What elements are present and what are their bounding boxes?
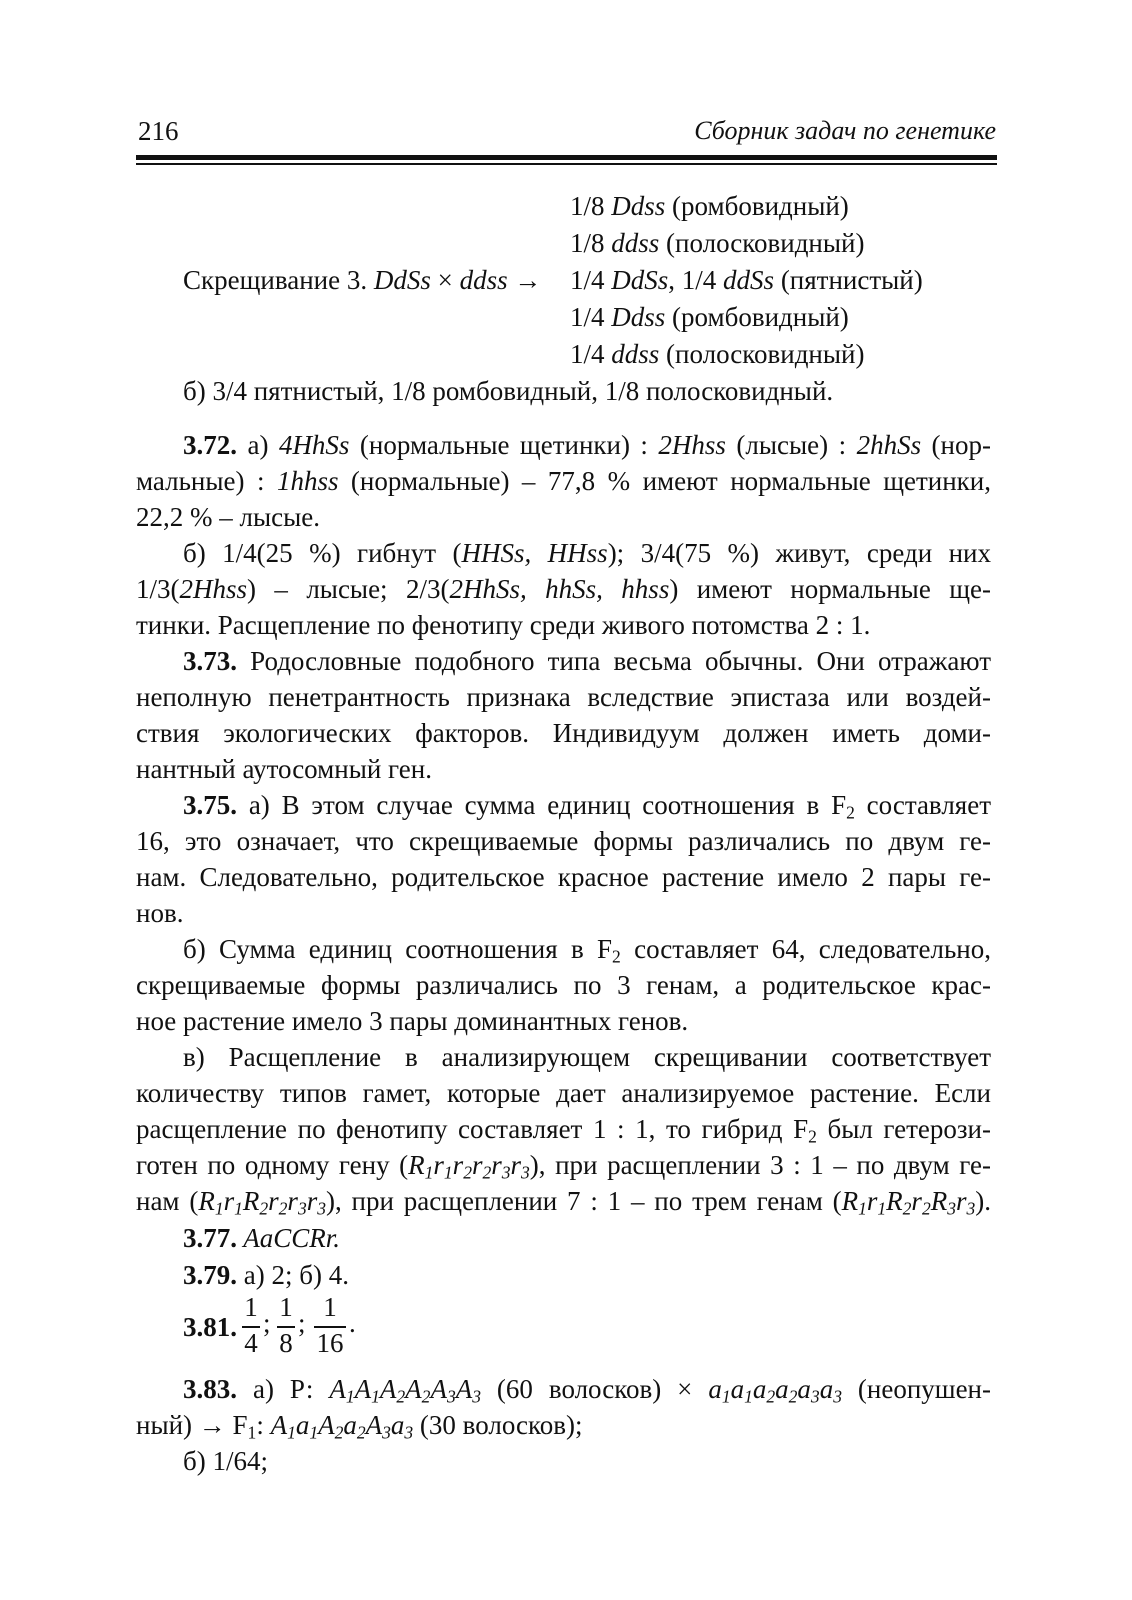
p375-c-line-1: в) Расщепление в анализирующем скрещивании соответствует [183, 1042, 991, 1072]
p375-c-line-3: расщепление по фенотипу составляет 1 : 1, то гибрид $F_2$ был гетерози- [136, 1114, 991, 1147]
p373-line-2: неполную пенетрантность признака вследствие эпистаза или воздей- [136, 682, 991, 712]
cross3-row-3: 1/4 DdSs, 1/4 ddSs (пятнистый) [570, 265, 923, 295]
p375-c-line-4: готен по одному гену $(R_1r_1r_2r_2r_3r_3)$, при расщеплении 3 : 1 – по двум ге- [136, 1150, 991, 1183]
p383-line-2: $ный) \to F_1$: $A_1a_1A_2a_2A_3a_3$ (30 волосков); [136, 1410, 583, 1443]
p372-line-5: 1/3(2Hhss) – лысые; 2/3(2HhSs, hhSs, hhss) имеют нормальные ще- [136, 574, 991, 604]
p375-c-line-5: нам $(R_1r_1R_2r_2r_3r_3)$, при расщеплении 7 : 1 – по трем генам $(R_1r_1R_2r_2R_3r_3)$. [136, 1186, 991, 1219]
page-number: 216 [138, 116, 179, 146]
p375-b-line-3: ное растение имело 3 пары доминантных генов. [136, 1006, 689, 1036]
p373-line-1: 3.73. Родословные подобного типа весьма обычны. Они отражают [183, 646, 991, 676]
p372-line-3: 22,2 % – лысые. [136, 502, 320, 532]
p379-line: 3.79. а) 2; б) 4. [183, 1260, 349, 1290]
header-rule-thin [136, 163, 997, 165]
p375-line-1: 3.75. а) В этом случае сумма единиц соотношения в $F_2$ составляет [183, 790, 991, 823]
cross3-row-2: 1/8 ddss (полосковидный) [570, 228, 865, 258]
fraction-separator: ; [298, 1308, 306, 1338]
running-title: Сборник задач по генетике [694, 116, 996, 145]
p375-line-4: нов. [136, 898, 184, 928]
fraction-end-period: . [349, 1308, 356, 1338]
p375-line-2: 16, это означает, что скрещиваемые формы различались по двум ге- [136, 826, 991, 856]
p375-line-3: нам. Следовательно, родительское красное растение имело 2 пары ге- [136, 862, 991, 892]
p383-line-1: 3.83. а) Р: $A_1A_1A_2A_2A_3A_3$ (60 волосков) × $a_1a_1a_2a_2a_3a_3$ (неопушен- [183, 1374, 992, 1407]
p372-line-6: тинки. Расщепление по фенотипу среди живого потомства 2 : 1. [136, 610, 871, 640]
p373-line-4: нантный аутосомный ген. [136, 754, 432, 784]
p377-line: 3.77. AaCCRr. [183, 1223, 341, 1253]
p373-line-3: ствия экологических факторов. Индивидуум должен иметь доми- [136, 718, 991, 748]
p372-line-2: мальные) : 1hhss (нормальные) – 77,8 % имеют нормальные щетинки, [136, 466, 991, 496]
p375-c-line-2: количеству типов гамет, которые дает анализируемое растение. Если [136, 1078, 991, 1108]
p383-line-3: б) 1/64; [183, 1446, 268, 1476]
cross3-row-5: 1/4 ddss (полосковидный) [570, 339, 865, 369]
p375-b-line-1: б) Сумма единиц соотношения в $F_2$ составляет 64, следовательно, [183, 934, 992, 967]
p381-number: 3.81. [183, 1312, 237, 1342]
cross3-formula: Скрещивание 3. DdSs × ddss → [183, 265, 542, 295]
p375-b-line-2: скрещиваемые формы различались по 3 генам, а родительское крас- [136, 970, 991, 1000]
p372-line-4: б) 1/4(25 %) гибнут (HHSs, HHss); 3/4(75 %) живут, среди них [183, 538, 991, 568]
fraction-separator: ; [263, 1308, 271, 1338]
p372-line-1: 3.72. а) 4HhSs (нормальные щетинки) : 2Hhss (лысые) : 2hhSs (нор- [183, 430, 991, 460]
cross3-row-1: 1/8 Ddss (ромбовидный) [570, 191, 849, 221]
header-rule-thick [136, 155, 997, 160]
answer-b-line: б) 3/4 пятнистый, 1/8 ромбовидный, 1/8 полосковидный. [183, 376, 834, 406]
document-page: 216 Сборник задач по генетике 1/8 Ddss (ромбовидный) 1/8 ddss (полосковидный) Скрещивание 3. DdSs × ddss → 1/4 DdSs, 1/4 ddSs (пятнистый) 1/4 Ddss (ромбовидный) 1/4 ddss (полосковидный) б) 3/4 пятнистый, 1/8 ромбовидный, 1/8 полосковидный. 3.72. а) 4HhSs (нормальные щетинки) : 2Hhss (лысые) : 2hhSs (нор- мальные) : 1hhss (нормальные) – 77,8 % имеют нормальные щетинки, 22,2 % – лысые. б) 1/4(25 %) гибнут (HHSs, HHss); 3/4(75 %) живут, среди них 1/3(2Hhss) – лысые; 2/3(2HhSs, hhSs, hhss) имеют нормальные ще- тинки. Расщепление по фенотипу среди живого потомства 2 : 1. 3.73. Родословные подобного типа весьма обычны. Они отражают неполную пенетрантность признака вследствие эпистаза или воздей- ствия экологических факторов. Индивидуум должен иметь доми- нантный аутосомный ген. 3.75. а) В этом случае сумма единиц соотношения в $F_2$ составляет 16, это означает, что скрещиваемые формы различались по двум ге- нам. Следовательно, родительское красное растение имело 2 пары ге- нов. б) Сумма единиц соотношения в $F_2$ составляет 64, следовательно, скрещиваемые формы различались по 3 генам, а родительское крас- ное растение имело 3 пары доминантных генов. в) Расщепление в анализирующем скрещивании соответствует количеству типов гамет, которые дает анализируемое растение. Если расщепление по фенотипу составляет 1 : 1, то гибрид $F_2$ был гетерози- готен по одному гену $(R_1r_1r_2r_2r_3r_3)$, при расщеплении 3 : 1 – по двум ге- нам $(R_1r_1R_2r_2r_3r_3)$, при расщеплении 7 : 1 – по трем генам $(R_1r_1R_2r_2R_3r_3)$. 3.77. AaCCRr. 3.79. а) 2; б) 4. 3.81. 1 4 ; 1 8 ; 1 16 . 3.83. а) Р: $A_1A_1A_2A_2A_3A_3$ (60 волосков) × $a_1a_1a_2a_2a_3a_3$ (неопушен- $ный) \to F_1$: $A_1a_1A_2a_2A_3a_3$ (30 волосков); б) 1/64; [0, 0, 1132, 1600]
cross3-row-4: 1/4 Ddss (ромбовидный) [570, 302, 849, 332]
